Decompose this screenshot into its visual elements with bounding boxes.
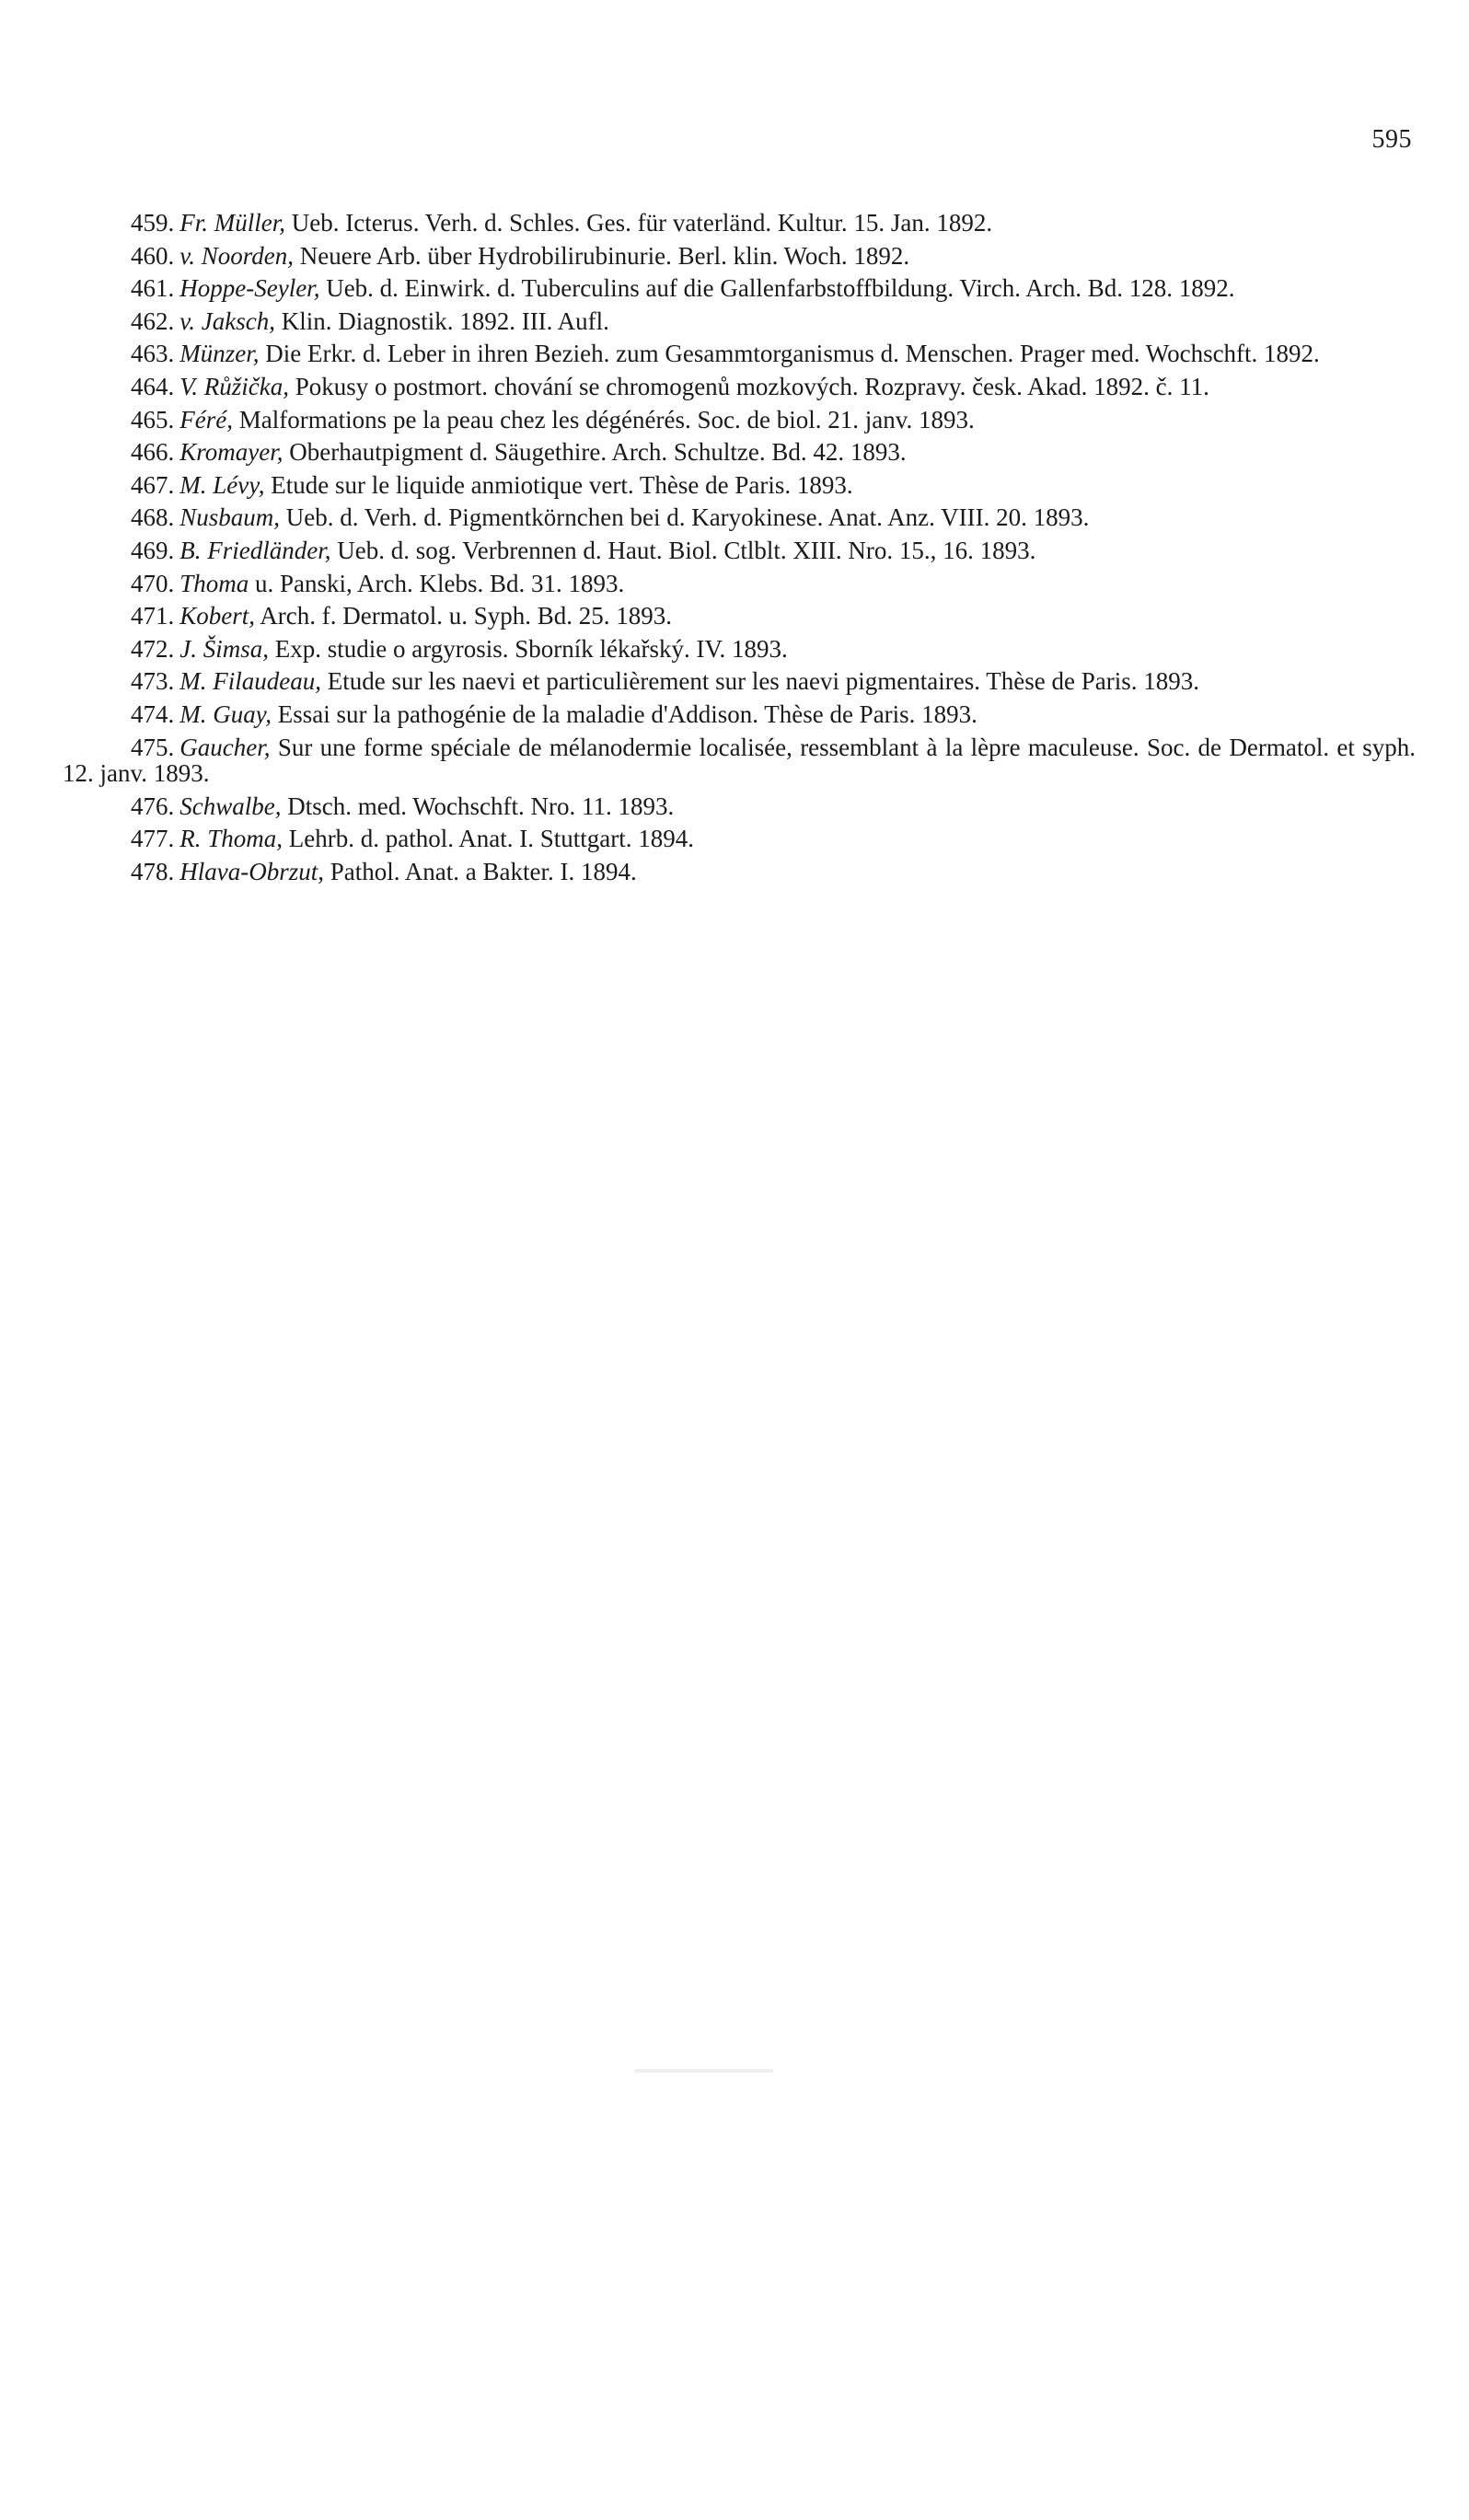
reference-number: 474. [131, 699, 175, 728]
reference-text: Ueb. d. sog. Verbrennen d. Haut. Biol. Ctlblt. XIII. Nro. 15., 16. 1893. [330, 536, 1036, 564]
reference-number: 463. [131, 340, 175, 368]
reference-text: Etude sur le liquide anmiotique vert. Thèse de Paris. 1893. [264, 470, 853, 499]
reference-text: Sur une forme spéciale de mélanodermie localisée, ressemblant à la lèpre maculeuse. Soc. de Dermatol. et syph. 12. janv. 1893. [63, 733, 1416, 788]
reference-number: 476. [131, 792, 175, 820]
reference-author: v. Jaksch, [179, 306, 275, 335]
reference-author: M. Filaudeau, [179, 667, 321, 696]
reference-text: Arch. f. Dermatol. u. Syph. Bd. 25. 1893. [255, 602, 672, 630]
reference-entry [63, 341, 1416, 367]
reference-text: Ueb. Icterus. Verh. d. Schles. Ges. für vaterländ. Kultur. 15. Jan. 1892. [285, 209, 993, 237]
reference-number: 472. [131, 634, 175, 663]
reference-text: Pathol. Anat. a Bakter. I. 1894. [324, 857, 637, 885]
reference-text: Pokusy o postmort. chování se chromogenů mozkových. Rozpravy. česk. Akad. 1892. č. 11. [288, 372, 1209, 400]
reference-author: R. Thoma, [179, 825, 283, 853]
reference-entry [63, 472, 1416, 499]
reference-author: Münzer, [179, 340, 260, 368]
reference-list [63, 210, 1416, 891]
reference-entry [63, 668, 1416, 695]
reference-text: Lehrb. d. pathol. Anat. I. Stuttgart. 1894. [283, 825, 694, 853]
reference-entry [63, 275, 1416, 302]
reference-text: Malformations pe la peau chez les dégénérés. Soc. de biol. 21. janv. 1893. [232, 405, 975, 433]
reference-entry [63, 793, 1416, 820]
reference-text: u. Panski, Arch. Klebs. Bd. 31. 1893. [249, 569, 625, 597]
reference-text: Oberhautpigment d. Säugethire. Arch. Schultze. Bd. 42. 1893. [283, 438, 907, 467]
reference-text: Dtsch. med. Wochschft. Nro. 11. 1893. [281, 792, 675, 820]
reference-number: 460. [131, 241, 175, 270]
reference-text: Exp. studie o argyrosis. Sborník lékařský. IV. 1893. [269, 634, 788, 663]
reference-text: Etude sur les naevi et particulièrement sur les naevi pigmentaires. Thèse de Paris. 1893. [320, 667, 1199, 696]
reference-text: Neuere Arb. über Hydrobilirubinurie. Berl. klin. Woch. 1892. [293, 241, 910, 270]
reference-author: Schwalbe, [179, 792, 282, 820]
reference-entry [63, 407, 1416, 433]
reference-number: 465. [131, 405, 175, 433]
reference-author: v. Noorden, [179, 241, 294, 270]
reference-author: J. Šimsa, [179, 634, 269, 663]
reference-entry [63, 210, 1416, 237]
reference-number: 473. [131, 667, 175, 696]
reference-number: 459. [131, 209, 175, 237]
reference-number: 470. [131, 569, 175, 597]
reference-text: Die Erkr. d. Leber in ihren Bezieh. zum Gesammtorganismus d. Menschen. Prager med. Wochschft. 1892. [259, 340, 1320, 368]
reference-number: 475. [131, 733, 175, 761]
reference-text: Ueb. d. Verh. d. Pigmentkörnchen bei d. Karyokinese. Anat. Anz. VIII. 20. 1893. [280, 503, 1090, 532]
reference-text: Essai sur la pathogénie de la maladie d'Addison. Thèse de Paris. 1893. [271, 699, 977, 728]
reference-entry [63, 374, 1416, 400]
reference-entry [63, 308, 1416, 335]
reference-author: Kromayer, [179, 438, 283, 467]
reference-entry [63, 859, 1416, 885]
reference-author: M. Lévy, [179, 470, 265, 499]
page-number: 595 [1371, 125, 1412, 154]
reference-entry [63, 636, 1416, 663]
reference-number: 461. [131, 274, 175, 303]
reference-entry [63, 826, 1416, 852]
reference-number: 468. [131, 503, 175, 532]
reference-text: Klin. Diagnostik. 1892. III. Aufl. [274, 306, 609, 335]
reference-author: B. Friedländer, [179, 536, 331, 564]
reference-entry [63, 243, 1416, 270]
reference-entry [63, 504, 1416, 531]
reference-author: Nusbaum, [179, 503, 281, 532]
reference-number: 464. [131, 372, 175, 400]
reference-entry [63, 439, 1416, 466]
reference-author: V. Růžička, [179, 372, 289, 400]
reference-author: Fr. Müller, [179, 209, 285, 237]
reference-author: Féré, [179, 405, 233, 433]
reference-number: 462. [131, 306, 175, 335]
reference-author: Gaucher, [179, 733, 271, 761]
reference-number: 469. [131, 536, 175, 564]
reference-entry [63, 734, 1416, 787]
reference-entry [63, 603, 1416, 630]
reference-number: 467. [131, 470, 175, 499]
reference-number: 466. [131, 438, 175, 467]
reference-entry [63, 701, 1416, 728]
reference-author: Hoppe-Seyler, [179, 274, 320, 303]
reference-author: Thoma [179, 569, 249, 597]
reference-entry [63, 538, 1416, 564]
reference-number: 477. [131, 825, 175, 853]
reference-entry [63, 571, 1416, 597]
reference-author: M. Guay, [179, 699, 272, 728]
reference-number: 478. [131, 857, 175, 885]
reference-number: 471. [131, 602, 175, 630]
reference-text: Ueb. d. Einwirk. d. Tuberculins auf die Gallenfarbstoffbildung. Virch. Arch. Bd. 128. 1892. [319, 274, 1235, 303]
footer-rule [635, 2069, 773, 2073]
reference-author: Hlava-Obrzut, [179, 857, 324, 885]
reference-author: Kobert, [179, 602, 256, 630]
